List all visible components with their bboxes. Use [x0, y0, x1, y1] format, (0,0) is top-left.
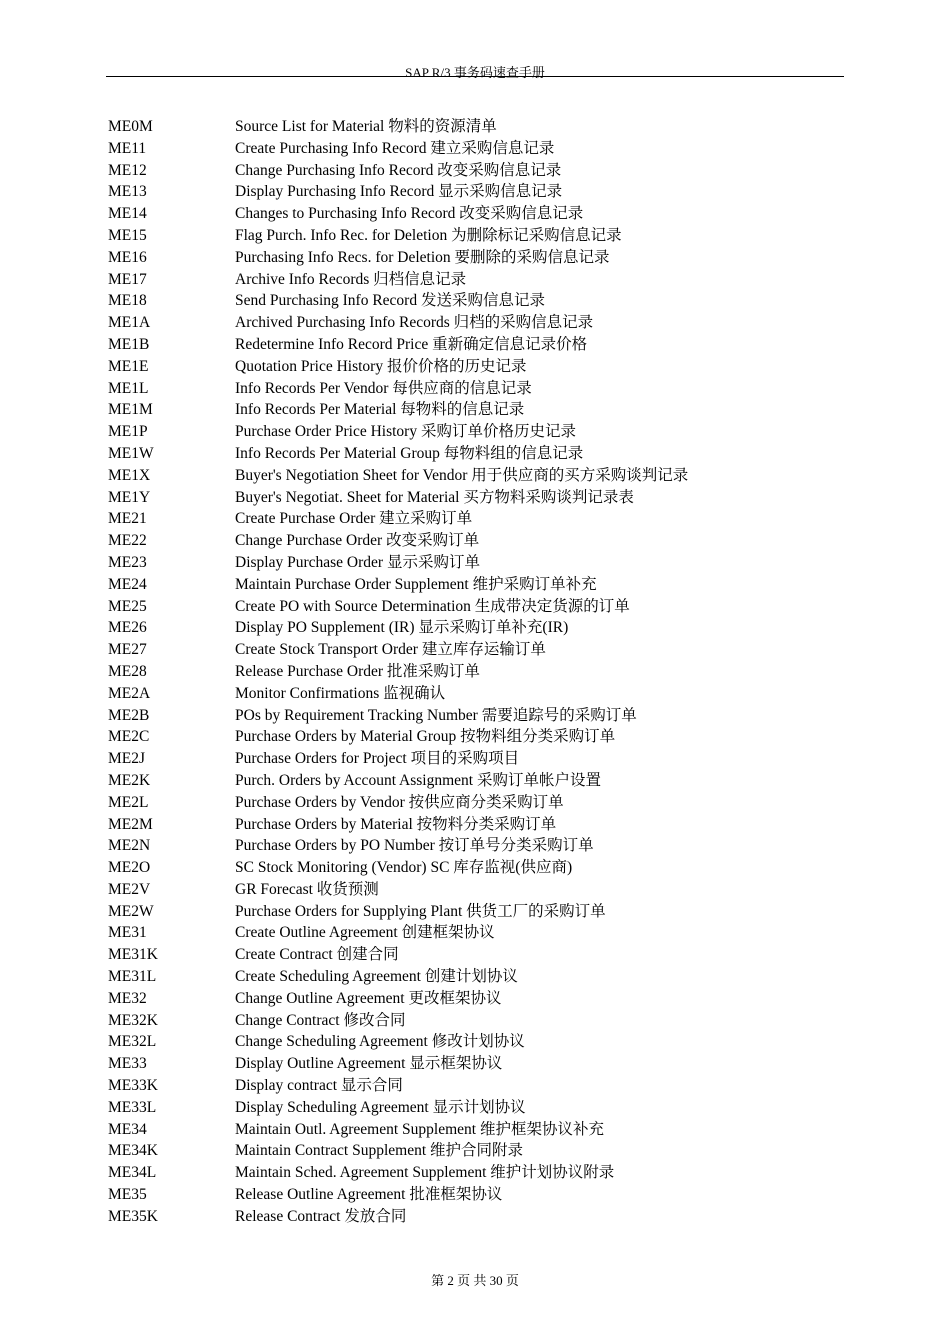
transaction-code: ME32K [108, 1011, 158, 1029]
transaction-description: Buyer's Negotiation Sheet for Vendor 用于供应商的买方采购谈判记录 [235, 466, 689, 484]
list-item [108, 574, 848, 596]
list-item [108, 1184, 848, 1206]
transaction-description: Purchase Orders by Material 按物料分类采购订单 [235, 815, 557, 833]
list-item [108, 116, 848, 138]
transaction-description: Display Outline Agreement 显示框架协议 [235, 1055, 503, 1073]
transaction-code: ME1B [108, 335, 150, 353]
transaction-description: Purchase Orders for Supplying Plant 供货工厂的采购订单 [235, 902, 606, 920]
transaction-description: Create PO with Source Determination 生成带决定货源的订单 [235, 597, 630, 615]
list-item [108, 203, 848, 225]
transaction-code: ME1E [108, 357, 149, 375]
transaction-code: ME14 [108, 205, 147, 223]
list-item [108, 421, 848, 443]
transaction-code: ME2A [108, 684, 151, 702]
transaction-code: ME34K [108, 1142, 158, 1160]
transaction-code: ME1P [108, 423, 148, 441]
transaction-description: Create Stock Transport Order 建立库存运输订单 [235, 641, 546, 659]
list-item [108, 138, 848, 160]
transaction-description: Display Purchase Order 显示采购订单 [235, 553, 480, 571]
transaction-description: Create Purchase Order 建立采购订单 [235, 510, 473, 528]
transaction-description: Display PO Supplement (IR) 显示采购订单补充(IR) [235, 619, 569, 637]
transaction-description: Maintain Contract Supplement 维护合同附录 [235, 1142, 524, 1160]
transaction-code: ME21 [108, 510, 147, 528]
list-item [108, 312, 848, 334]
transaction-description: Purchase Orders by PO Number 按订单号分类采购订单 [235, 837, 594, 855]
list-item [108, 988, 848, 1010]
transaction-code: ME2B [108, 706, 150, 724]
list-item [108, 683, 848, 705]
transaction-description: Archived Purchasing Info Records 归档的采购信息记录 [235, 314, 594, 332]
transaction-code: ME31K [108, 946, 158, 964]
transaction-description: Display contract 显示合同 [235, 1077, 403, 1095]
transaction-code: ME1L [108, 379, 149, 397]
list-item [108, 726, 848, 748]
transaction-description: SC Stock Monitoring (Vendor) SC 库存监视(供应商) [235, 859, 573, 877]
transaction-code: ME0M [108, 118, 153, 135]
transaction-code: ME34 [108, 1120, 147, 1138]
transaction-description: Source List for Material 物料的资源清单 [235, 118, 497, 135]
transaction-description: Create Scheduling Agreement 创建计划协议 [235, 968, 518, 986]
transaction-description: Send Purchasing Info Record 发送采购信息记录 [235, 292, 545, 310]
transaction-code: ME2J [108, 750, 146, 768]
transaction-code-list [108, 116, 848, 1228]
list-item [108, 639, 848, 661]
transaction-code: ME17 [108, 270, 147, 288]
list-item [108, 334, 848, 356]
transaction-description: Purchase Order Price History 采购订单价格历史记录 [235, 423, 576, 441]
list-item [108, 465, 848, 487]
transaction-description: Quotation Price History 报价价格的历史记录 [235, 357, 527, 375]
transaction-code: ME2V [108, 880, 151, 898]
list-item [108, 1119, 848, 1141]
list-item [108, 1162, 848, 1184]
list-item [108, 181, 848, 203]
list-item [108, 399, 848, 421]
transaction-description: Maintain Outl. Agreement Supplement 维护框架协议补充 [235, 1120, 604, 1138]
list-item [108, 1140, 848, 1162]
transaction-description: Flag Purch. Info Rec. for Deletion 为删除标记采购信息记录 [235, 226, 622, 244]
list-item [108, 835, 848, 857]
list-item [108, 770, 848, 792]
transaction-code: ME25 [108, 597, 147, 615]
transaction-code: ME2O [108, 859, 151, 877]
transaction-description: Buyer's Negotiat. Sheet for Material 买方物料采购谈判记录表 [235, 488, 634, 506]
list-item [108, 944, 848, 966]
transaction-code: ME33 [108, 1055, 147, 1073]
transaction-code: ME34L [108, 1164, 157, 1182]
list-item [108, 356, 848, 378]
transaction-description: Release Purchase Order 批准采购订单 [235, 662, 480, 680]
transaction-description: Display Purchasing Info Record 显示采购信息记录 [235, 183, 563, 201]
transaction-description: Info Records Per Material 每物料的信息记录 [235, 401, 525, 419]
header-divider [106, 76, 844, 77]
list-item [108, 1206, 848, 1228]
transaction-description: Changes to Purchasing Info Record 改变采购信息记录 [235, 205, 584, 223]
list-item [108, 508, 848, 530]
list-item [108, 617, 848, 639]
page-header-title: SAP R/3 事务码速查手册 [405, 65, 545, 80]
transaction-code: ME2N [108, 837, 151, 855]
list-item [108, 857, 848, 879]
transaction-code: ME28 [108, 662, 147, 680]
transaction-code: ME32L [108, 1033, 157, 1051]
transaction-code: ME1M [108, 401, 153, 419]
transaction-code: ME1X [108, 466, 151, 484]
list-item [108, 901, 848, 923]
transaction-code: ME31 [108, 924, 147, 942]
list-item [108, 247, 848, 269]
transaction-code: ME35 [108, 1186, 147, 1204]
list-item [108, 792, 848, 814]
list-item [108, 1010, 848, 1032]
transaction-description: Change Scheduling Agreement 修改计划协议 [235, 1033, 525, 1051]
list-item [108, 1097, 848, 1119]
list-item [108, 552, 848, 574]
transaction-description: Purch. Orders by Account Assignment 采购订单帐户设置 [235, 771, 601, 789]
transaction-code: ME1A [108, 314, 151, 332]
transaction-code: ME13 [108, 183, 147, 201]
transaction-code: ME1Y [108, 488, 151, 506]
transaction-code: ME16 [108, 248, 147, 266]
transaction-description: Info Records Per Vendor 每供应商的信息记录 [235, 379, 532, 397]
transaction-code: ME22 [108, 532, 147, 550]
page-number-footer: 第 2 页 共 30 页 [431, 1273, 519, 1288]
transaction-code: ME15 [108, 226, 147, 244]
transaction-code: ME2L [108, 793, 149, 811]
list-item [108, 1053, 848, 1075]
list-item [108, 160, 848, 182]
transaction-code: ME2W [108, 902, 154, 920]
transaction-description: Monitor Confirmations 监视确认 [235, 684, 446, 702]
transaction-description: Archive Info Records 归档信息记录 [235, 270, 467, 288]
transaction-code: ME26 [108, 619, 147, 637]
transaction-description: Purchase Orders by Material Group 按物料组分类采购订单 [235, 728, 616, 746]
list-item [108, 487, 848, 509]
transaction-description: Purchase Orders by Vendor 按供应商分类采购订单 [235, 793, 564, 811]
list-item [108, 814, 848, 836]
list-item [108, 530, 848, 552]
list-item [108, 966, 848, 988]
list-item [108, 922, 848, 944]
transaction-description: Redetermine Info Record Price 重新确定信息记录价格 [235, 335, 588, 353]
transaction-code: ME11 [108, 139, 147, 157]
list-item [108, 879, 848, 901]
transaction-code: ME35K [108, 1207, 158, 1225]
transaction-description: Create Outline Agreement 创建框架协议 [235, 924, 495, 942]
transaction-code: ME27 [108, 641, 147, 659]
transaction-description: Maintain Sched. Agreement Supplement 维护计划协议附录 [235, 1164, 615, 1182]
list-item [108, 748, 848, 770]
transaction-code: ME23 [108, 553, 147, 571]
list-item [108, 1031, 848, 1053]
transaction-code: ME33L [108, 1098, 157, 1116]
transaction-description: Release Contract 发放合同 [235, 1207, 407, 1225]
transaction-code: ME12 [108, 161, 147, 179]
transaction-code: ME18 [108, 292, 147, 310]
transaction-description: Change Purchasing Info Record 改变采购信息记录 [235, 161, 562, 179]
list-item [108, 225, 848, 247]
transaction-description: Purchasing Info Recs. for Deletion 要删除的采购信息记录 [235, 248, 610, 266]
list-item [108, 290, 848, 312]
transaction-description: Purchase Orders for Project 项目的采购项目 [235, 750, 520, 768]
list-item [108, 269, 848, 291]
transaction-code: ME2M [108, 815, 153, 833]
transaction-description: Release Outline Agreement 批准框架协议 [235, 1186, 503, 1204]
transaction-code: ME33K [108, 1077, 158, 1095]
list-item [108, 705, 848, 727]
transaction-description: Info Records Per Material Group 每物料组的信息记录 [235, 444, 584, 462]
transaction-description: Create Contract 创建合同 [235, 946, 399, 964]
list-item [108, 1075, 848, 1097]
transaction-description: Change Outline Agreement 更改框架协议 [235, 989, 502, 1007]
transaction-code: ME1W [108, 444, 154, 462]
transaction-code: ME24 [108, 575, 147, 593]
transaction-description: Maintain Purchase Order Supplement 维护采购订单补充 [235, 575, 597, 593]
transaction-code: ME31L [108, 968, 157, 986]
list-item [108, 378, 848, 400]
transaction-description: POs by Requirement Tracking Number 需要追踪号的采购订单 [235, 706, 637, 724]
list-item [108, 443, 848, 465]
transaction-code: ME2K [108, 771, 151, 789]
list-item [108, 596, 848, 618]
transaction-description: Create Purchasing Info Record 建立采购信息记录 [235, 139, 555, 157]
transaction-description: Change Purchase Order 改变采购订单 [235, 532, 480, 550]
transaction-code: ME2C [108, 728, 150, 746]
list-item [108, 661, 848, 683]
transaction-description: Change Contract 修改合同 [235, 1011, 406, 1029]
transaction-description: GR Forecast 收货预测 [235, 880, 379, 898]
transaction-description: Display Scheduling Agreement 显示计划协议 [235, 1098, 526, 1116]
transaction-code: ME32 [108, 989, 147, 1007]
